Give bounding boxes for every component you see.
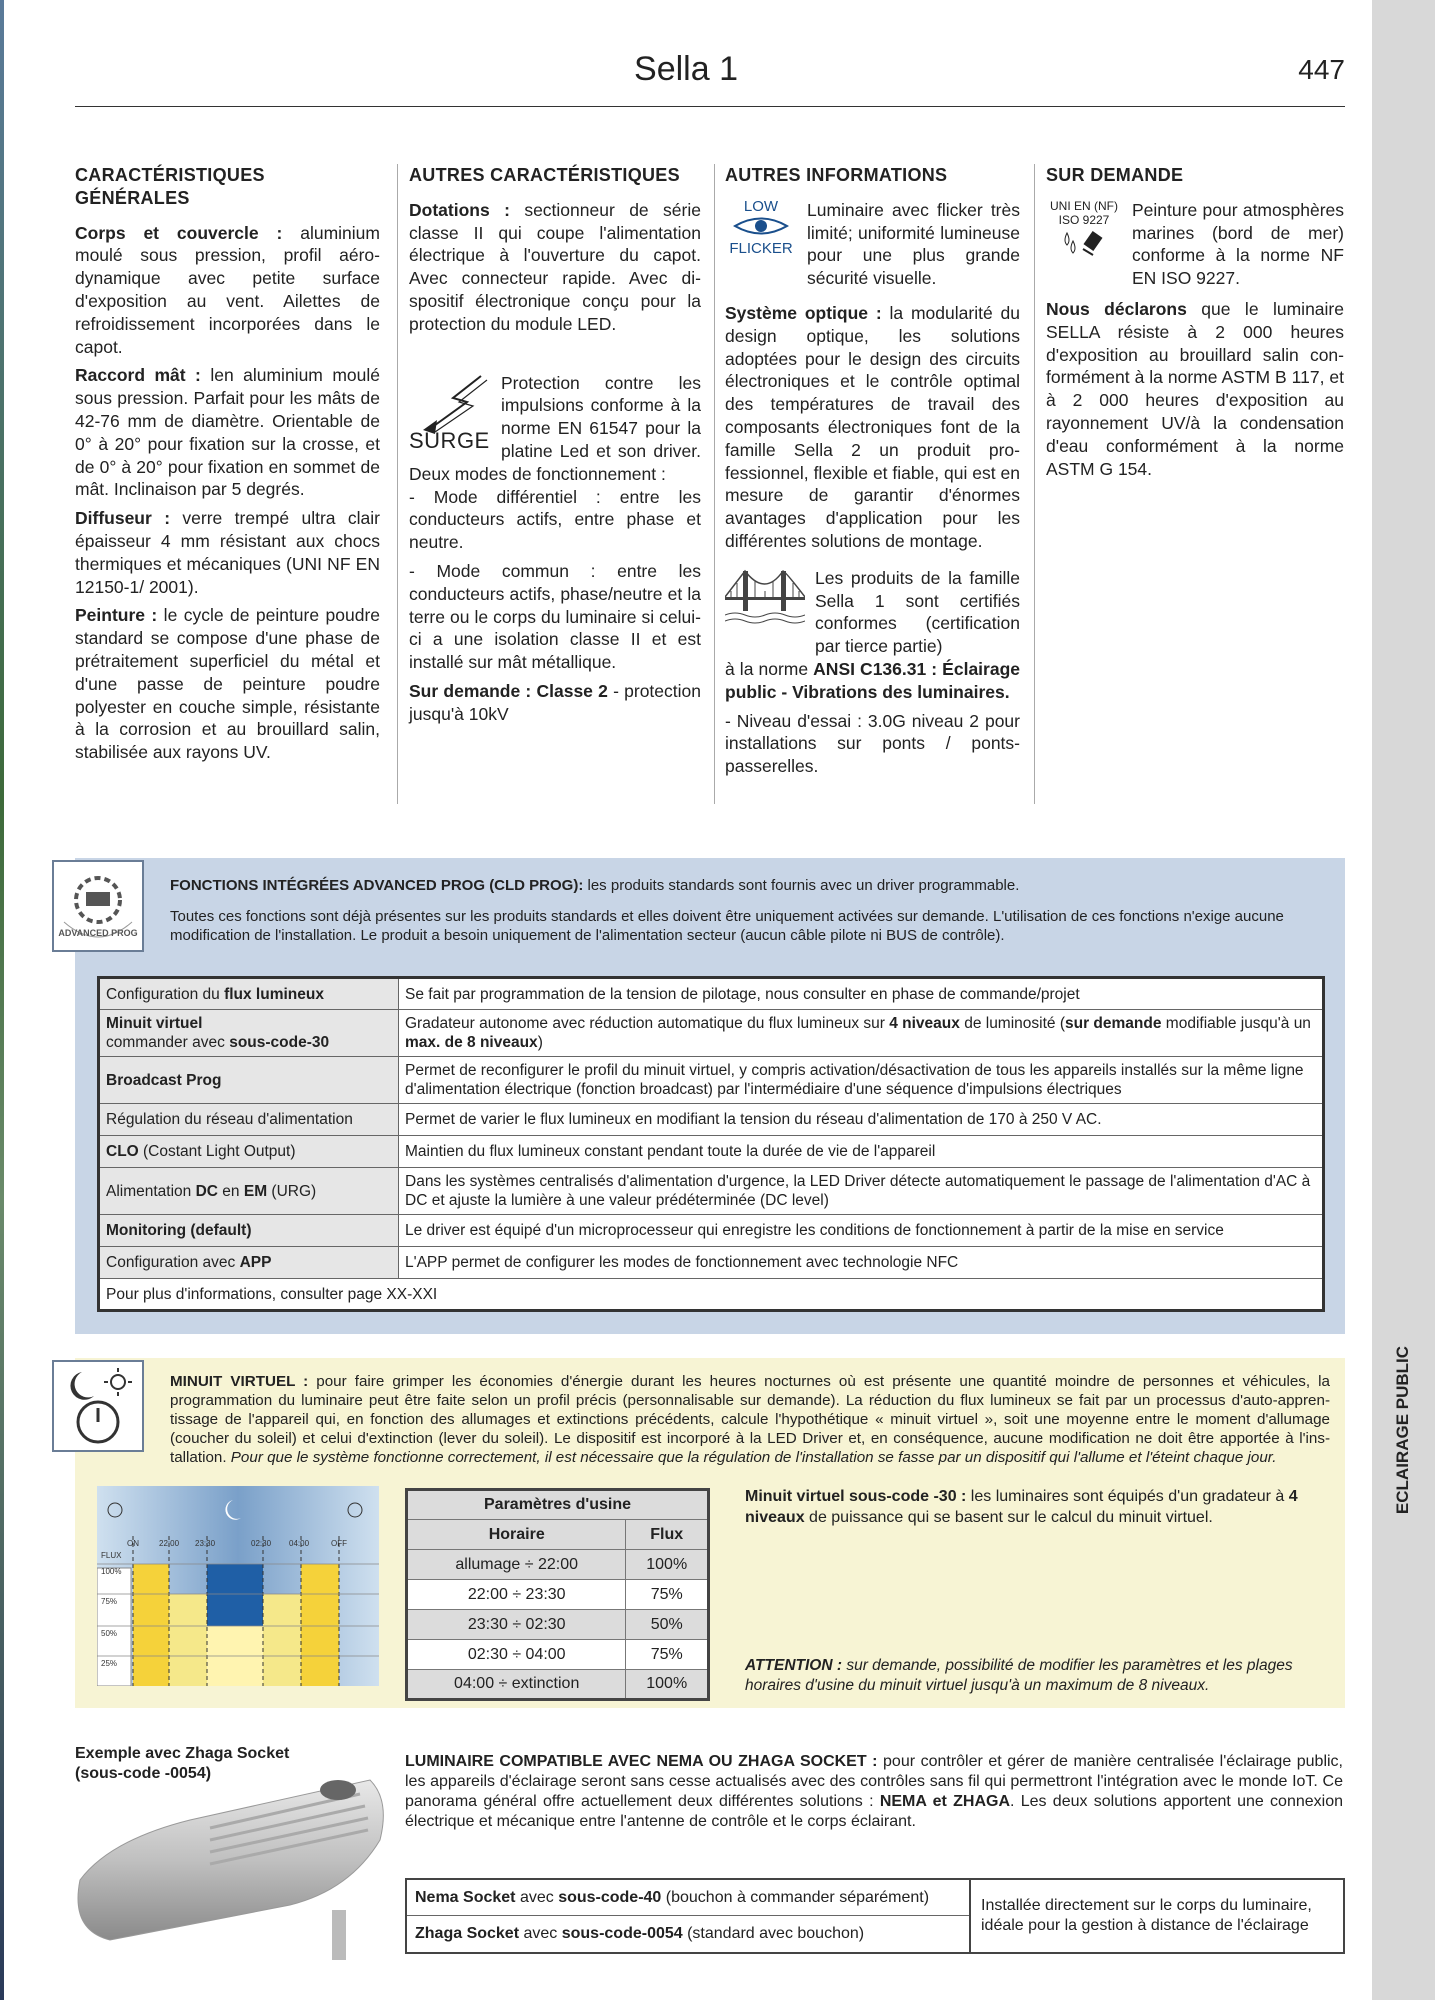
- socket-options-table: [405, 1878, 1345, 1954]
- col-heading: CARACTÉRISTIQUES GÉNÉRALES: [75, 165, 265, 208]
- table-row: 04:00 ÷ extinction 100%: [407, 1670, 709, 1700]
- table-row: Monitoring (default) Le driver est équipé d'un microprocesseur qui enregistre les conditions de fonctionnement à partir de la mise en service: [99, 1215, 1324, 1247]
- col-heading: AUTRES CARACTÉRISTIQUES: [409, 165, 680, 185]
- table-row: Configuration du flux lumineux Se fait par programmation de la tension de pilotage, nous consulter en phase de commande/projet: [99, 978, 1324, 1010]
- table-row: allumage ÷ 22:00 100%: [407, 1550, 709, 1580]
- col-heading: SUR DEMANDE: [1046, 165, 1184, 185]
- chart-tick-label: ON: [127, 1539, 139, 1548]
- luminaire-image: [70, 1770, 390, 1960]
- chart-tick-label: 23:30: [195, 1539, 216, 1548]
- table-row: Broadcast Prog Permet de reconfigurer le profil du minuit virtuel, y compris activation/désactivation de tous les appareils installés sur la même ligne d'alimentation électrique (fonction broadcast) par l'intermédiaire d'une séquence d'impulsions électriques: [99, 1057, 1324, 1104]
- flicker-block: LOW FLICKER Luminaire avec flicker très limité; uniformité lumineuse pour une plus grande sécurité visuelle.: [725, 199, 1020, 290]
- table-row: Minuit virtuel commander avec sous-code-30 Gradateur autonome avec réduction automatique du flux lumineux sur 4 niveaux de luminosité (sur demande modifiable jusqu'à un max. de 8 niveaux): [99, 1010, 1324, 1057]
- table-row: Régulation du réseau d'alimentation Permet de varier le flux lumineux en modifiant la tension du réseau d'alimentation de 170 à 250 V AC.: [99, 1104, 1324, 1136]
- features-table: [97, 976, 1325, 1312]
- paragraph: Sur demande : Classe 2 - protection jusqu'à 10kV: [409, 680, 701, 724]
- zhaga-example-caption: Exemple avec Zhaga Socket (sous-code -0054): [75, 1745, 290, 1782]
- page-number: 447: [1298, 54, 1345, 85]
- surge-block: SURGE Protection contre les impulsions conforme à la norme EN 61547 pour la platine Led et son driver. Deux modes de fonctionnement :: [409, 372, 701, 484]
- moon-sun-clock-icon: [52, 1360, 144, 1452]
- paragraph: Corps et couvercle : aluminium moulé sous pression, profil aérodynamique avec petite surface d'exposition au vent. Ailettes de refroidissement incorporées dans le capot.: [75, 222, 380, 357]
- paragraph: Dotations : sectionneur de série classe II qui coupe l'alimentation électrique à l'ouverture du capot. Avec connecteur rapide. Avec dispositif électronique conçu pour la protection du module LED.: [409, 199, 701, 334]
- table-row: 23:30 ÷ 02:30 50%: [407, 1610, 709, 1640]
- column-divider: [1034, 164, 1035, 804]
- chart-level-label: 25%: [101, 1659, 118, 1668]
- advanced-prog-icon: ADVANCED PROG: [52, 860, 144, 952]
- column-general: [75, 164, 380, 770]
- page-title: Sella 1: [634, 50, 738, 88]
- bridge-block: Les produits de la famille Sella 1 sont certifiés conformes (certification par tierce partie): [725, 567, 1020, 658]
- column-other-features: [409, 164, 701, 732]
- column-other-info: [725, 164, 1020, 784]
- chart-tick-label: OFF: [331, 1539, 347, 1548]
- table-row: Alimentation DC en EM (URG) Dans les systèmes centralisés d'alimentation d'urgence, la LED Driver détecte automatiquement le passage de l'alimentation d'AC à DC et ajuste la lumière à une valeur prédéterminée (DC level): [99, 1168, 1324, 1215]
- advanced-prog-text: FONCTIONS INTÉGRÉES ADVANCED PROG (CLD PROG): les produits standards sont fournis avec un driver programmable. Toutes ces fonctions sont déjà présentes sur les produits standards et elles doivent être uniquement activées sur demande. L'utilisation de ces fonctions n'exige aucune modification de l'installation. Le produit a besoin uniquement de l'alimentation secteur (aucun câble pilote ni BUS de contrôle).: [170, 877, 1284, 944]
- table-row: 02:30 ÷ 04:00 75%: [407, 1640, 709, 1670]
- zhaga-socket-row: Zhaga Socket avec sous-code-0054 (standard avec bouchon): [415, 1925, 865, 1942]
- chart-tick-label: 22:00: [159, 1539, 180, 1548]
- paragraph: à la norme ANSI C136.31 : Éclairage public - Vibrations des luminaires.: [725, 658, 1021, 702]
- title-rule: [75, 106, 1345, 107]
- side-section-label: ECLAIRAGE PUBLIC: [1393, 1345, 1413, 1515]
- paragraph: Peinture : le cycle de peinture poudre standard se compose d'une phase de prétraitement superficiel du métal et d'une passe de peinture poudre polyester en couche simple, résistante à la corrosion et au brouillard salin, stabilisée aux rayons UV.: [75, 605, 380, 763]
- col-heading: AUTRES INFORMATIONS: [725, 165, 948, 185]
- paragraph: - Mode commun : entre les conducteurs actifs, phase/neutre et la terre ou le corps du luminaire si celui-ci a une isolation classe II et est installé sur mât métallique.: [409, 560, 701, 673]
- nema-zhaga-text: LUMINAIRE COMPATIBLE AVEC NEMA OU ZHAGA SOCKET : pour contrôler et gérer de manière centralisée l'éclairage public, les appareils d'éclairage seront sans cesse actualisés avec des contrôles sans fil qui permettront l'intégration avec le monde IoT. Ce panorama général offre actuellement deux différentes solutions : NEMA et ZHAGA. Les deux solutions apportent une connexion électrique et mécanique entre l'antenne de contrôle et le corps éclairant.: [405, 1753, 1344, 1830]
- chart-level-label: 75%: [101, 1597, 118, 1606]
- nema-socket-row: Nema Socket avec sous-code-40 (bouchon à commander séparément): [407, 1880, 969, 1916]
- minuit-virtuel-chart: [97, 1486, 379, 1686]
- socket-description: Installée directement sur le corps du luminaire, idéale pour la gestion à distance de l'éclairage: [981, 1897, 1312, 1934]
- iso-salt-icon: UNI EN (NF) ISO 9227: [1046, 199, 1122, 290]
- surge-icon: SURGE: [409, 372, 495, 458]
- side-band: [1372, 0, 1435, 2000]
- paragraph: - Niveau d'essai : 3.0G niveau 2 pour installations sur ponts / ponts-passerelles.: [725, 710, 1020, 777]
- left-edge-strip: [0, 0, 4, 2000]
- chart-tick-label: 04:00: [289, 1539, 310, 1548]
- factory-params-table: Paramètres d'usine Horaire Flux allumage ÷ 22:00 100% 22:00 ÷ 23:30 75% 23:30 ÷ 02:30 50% 02:30 ÷ 04:00 75% 04:00 ÷ extinction 100%: [405, 1488, 710, 1701]
- table-footer-row: Pour plus d'informations, consulter page XX-XXI: [99, 1279, 1324, 1311]
- chart-tick-label: 02:30: [251, 1539, 272, 1548]
- chart-axis-label: FLUX: [101, 1551, 122, 1560]
- paragraph: Nous déclarons que le luminaire SELLA résiste à 2 000 heures d'exposition au brouillard salin conformément à la norme ASTM B 117, et à 2 000 heures d'exposition au rayonnement UV/à la condensation d'eau conformément à la norme ASTM G 154.: [1046, 298, 1344, 479]
- minuit-virtuel-text: MINUIT VIRTUEL : pour faire grimper les économies d'énergie durant les heures nocturnes où est présente une quantité moindre de personnes et véhicules, la programmation du luminaire peut être faite selon un profil précis (personnalisable sur demande). La réduction du flux lumineux se fait par un processus d'auto-apprentissage de l'appareil qui, en fonction des allumages et extinctions précédents, calcule l'hypothétique « minuit virtuel », soit une moyenne entre le moment d'allumage (coucher du soleil) et celui d'extinction (lever du soleil). Le dispositif est incorporé à la LED Driver et, en conséquence, aucune modification ne doit être apportée à l'installation. Pour que le système fonctionne correctement, il est nécessaire que la régulation de l'installation se fasse par un dispositif qui l'allume et l'éteint chaque jour.: [170, 1373, 1330, 1466]
- minuit-subcode-text: Minuit virtuel sous-code -30 : les luminaires sont équipés d'un gradateur à 4 niveaux de puissance qui se basent sur le calcul du minuit virtuel.: [745, 1488, 1298, 1526]
- attention-note: ATTENTION : sur demande, possibilité de modifier les paramètres et les plages horaires d'usine du minuit virtuel jusqu'à un maximum de 8 niveaux.: [745, 1657, 1293, 1694]
- bridge-icon: [725, 567, 805, 658]
- column-divider: [397, 164, 398, 804]
- paragraph: Système optique : la modularité du design optique, les solutions adoptées pour le design des circuits électroniques et le contrôle optimal des températures de travail des composants électroniques font de la famille Sella 2 un produit professionnel, flexible et fiable, qui est en mesure de garantir d'énormes avantages d'application pour les différentes solutions de montage.: [725, 302, 1020, 551]
- paint-block: UNI EN (NF) ISO 9227 Peinture pour atmosphères marines (bord de mer) conforme à la norme NF EN ISO 9227.: [1046, 199, 1344, 290]
- chart-level-label: 100%: [101, 1567, 122, 1576]
- paragraph: Raccord mât : len aluminium moulé sous pression. Parfait pour les mâts de 42-76 mm de diamètre. Orientable de 0° à 20° pour fixation sur la crosse, et de 0° à 20° pour fixation en sommet de mât. Inclinaison par 5 degrés.: [75, 365, 380, 500]
- column-divider: [714, 164, 715, 804]
- low-flicker-icon: LOW FLICKER: [729, 197, 793, 257]
- table-row: CLO (Costant Light Output) Maintien du flux lumineux constant pendant toute la durée de vie de l'appareil: [99, 1136, 1324, 1168]
- table-row: 22:00 ÷ 23:30 75%: [407, 1580, 709, 1610]
- column-on-demand: [1046, 164, 1344, 486]
- paragraph: - Mode différentiel : entre les conducteurs actifs, entre phase et neutre.: [409, 486, 701, 553]
- chart-level-label: 50%: [101, 1629, 118, 1638]
- paragraph: Diffuseur : verre trempé ultra clair épaisseur 4 mm résistant aux chocs thermiques et mécaniques (UNI NF EN 12150-1/ 2001).: [75, 508, 380, 597]
- table-row: Configuration avec APP L'APP permet de configurer les modes de fonctionnement avec technologie NFC: [99, 1247, 1324, 1279]
